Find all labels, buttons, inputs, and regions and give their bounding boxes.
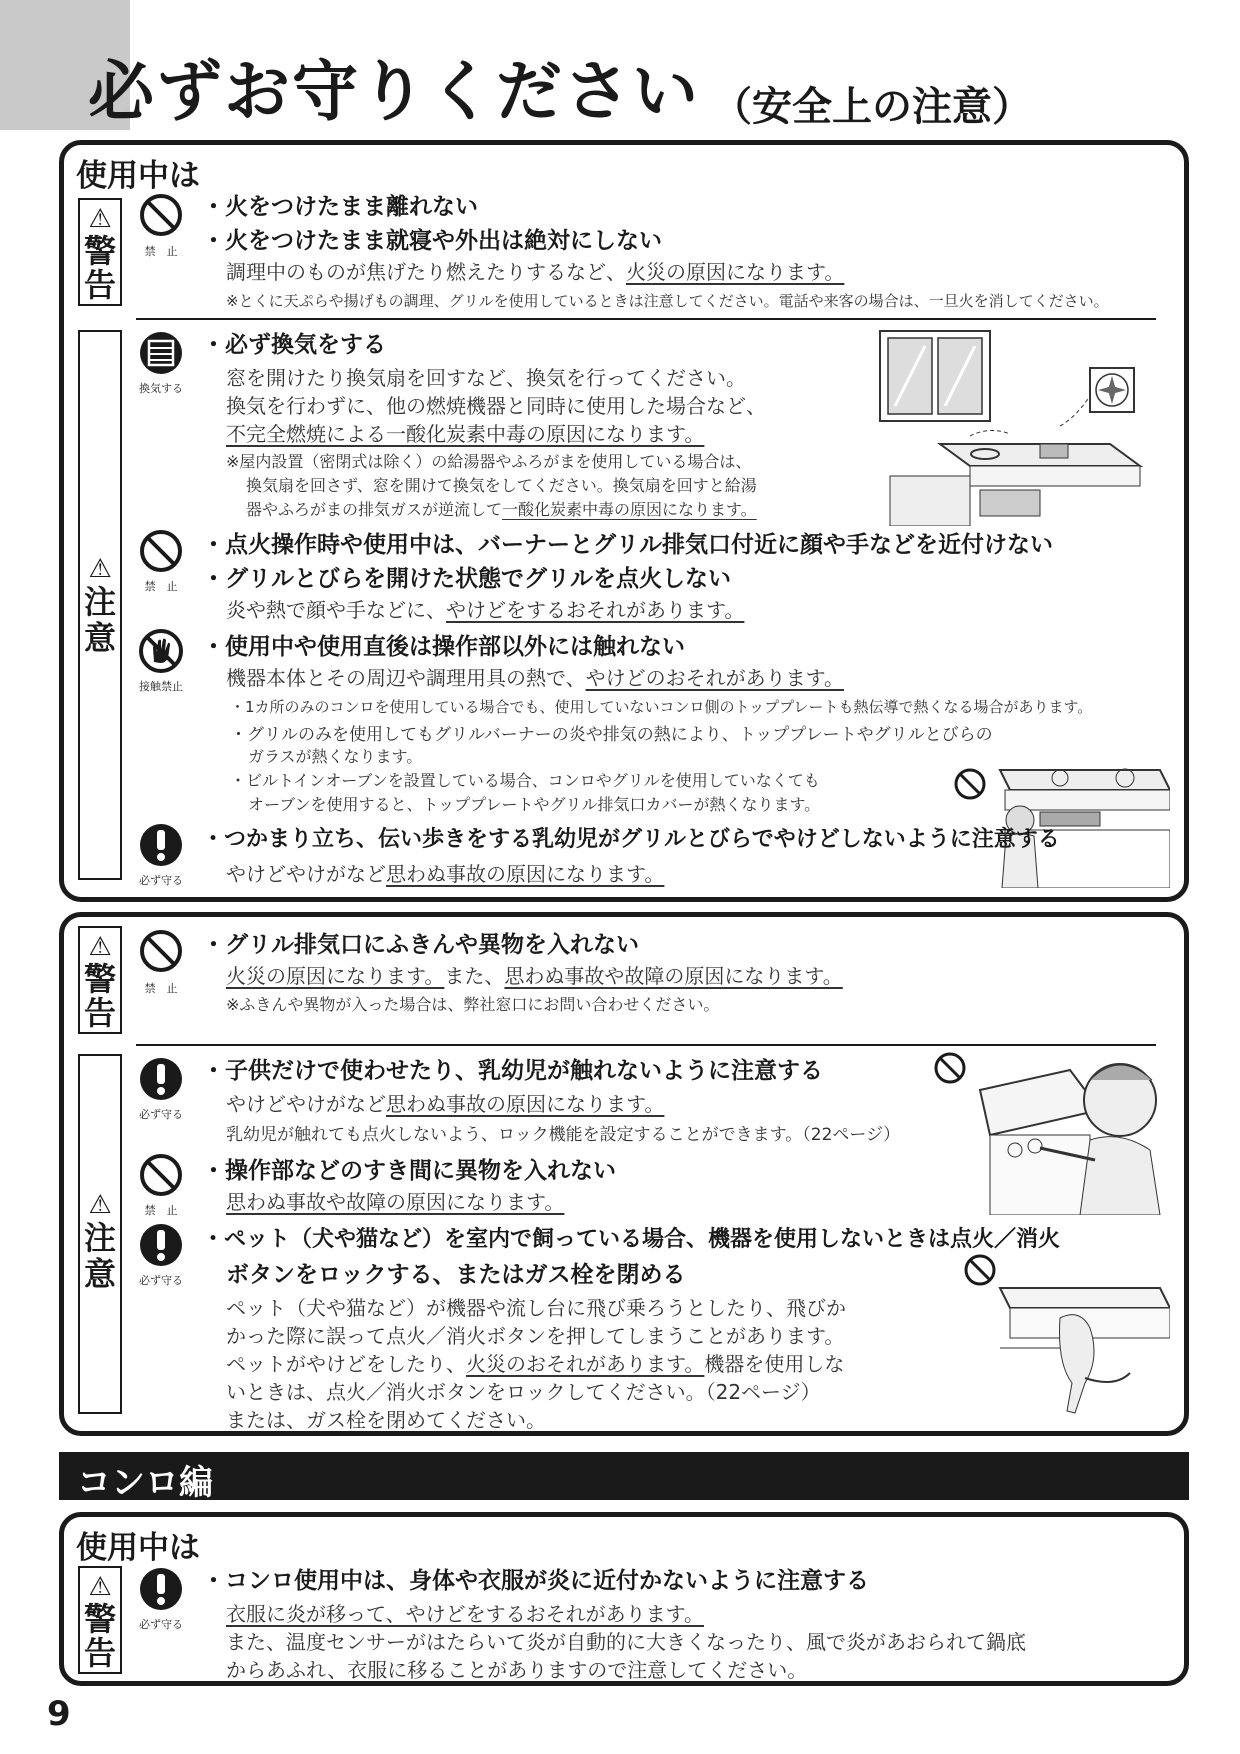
prohibit-caption: 禁 止 bbox=[144, 580, 178, 593]
caution-note: 乳幼児が触れても点火しないよう、ロック機能を設定することができます。（22ページ） bbox=[226, 1125, 901, 1145]
warning-label bbox=[78, 198, 122, 306]
warning-triangle-icon: ⚠ bbox=[88, 204, 112, 234]
caution-label bbox=[78, 330, 122, 880]
prohibit-icon bbox=[138, 192, 184, 238]
caution-text: 思わぬ事故や故障の原因になります。 bbox=[226, 1190, 565, 1214]
prohibit-icon bbox=[138, 1152, 184, 1198]
box-header: 使用中は bbox=[76, 158, 200, 194]
caution-label-text: 注意 bbox=[83, 583, 116, 657]
warning-item: ・火をつけたまま離れない bbox=[202, 194, 478, 220]
caution-note: ・グリルのみを使用してもグリルバーナーの炎や排気の熱により、トッププレートやグリルとびらの bbox=[230, 725, 993, 745]
must-caption: 必ず守る bbox=[139, 874, 183, 887]
caution-text: やけどやけがなど思わぬ事故の原因になります。 bbox=[226, 862, 665, 886]
caution-item: ・ペット（犬や猫など）を室内で飼っている場合、機器を使用しないときは点火／消火 bbox=[202, 1227, 1061, 1252]
caution-text: 機器本体とその周辺や調理用具の熱で、やけどのおそれがあります。 bbox=[226, 666, 845, 690]
prohibit-caption: 禁 止 bbox=[144, 982, 178, 995]
cat-illustration bbox=[960, 1248, 1170, 1418]
page-subtitle: （安全上の注意） bbox=[712, 84, 1032, 130]
child-control-illustration bbox=[930, 1050, 1170, 1215]
caution-text: かった際に誤って点火／消火ボタンを押してしまうことがあります。 bbox=[226, 1324, 845, 1348]
warning-label bbox=[78, 1566, 122, 1674]
caution-note: オーブンを使用すると、トッププレートやグリル排気口カバーが熱くなります。 bbox=[248, 795, 821, 814]
must-caption: 必ず守る bbox=[139, 1274, 183, 1287]
caution-text: 窓を開けたり換気扇を回すなど、換気を行ってください。 bbox=[226, 366, 746, 390]
caution-note: ※屋内設置（密閉式は除く）の給湯器やふろがまを使用している場合は、 bbox=[226, 452, 752, 471]
must-icon bbox=[138, 1056, 184, 1102]
caution-item: ・必ず換気をする bbox=[202, 332, 386, 358]
no-touch-caption: 接触禁止 bbox=[139, 680, 183, 693]
warning-triangle-icon: ⚠ bbox=[88, 1572, 112, 1602]
no-touch-icon bbox=[138, 628, 184, 674]
must-icon bbox=[138, 822, 184, 868]
page-title: 必ずお守りください bbox=[88, 53, 700, 130]
caution-text: ペットがやけどをしたり、火災のおそれがあります。機器を使用しな bbox=[226, 1352, 845, 1376]
caution-item: ボタンをロックする、またはガス栓を閉める bbox=[226, 1262, 686, 1288]
caution-text: 換気を行わずに、他の燃焼機器と同時に使用した場合など、 bbox=[226, 394, 766, 418]
box-header: 使用中は bbox=[76, 1530, 200, 1566]
caution-item: ・使用中や使用直後は操作部以外には触れない bbox=[202, 634, 685, 660]
ventilation-illustration bbox=[870, 326, 1170, 526]
warning-text: 衣服に炎が移って、やけどをするおそれがあります。 bbox=[226, 1602, 704, 1626]
warning-label-text: 警告 bbox=[83, 232, 116, 304]
divider bbox=[136, 318, 1156, 320]
caution-note: ガラスが熱くなります。 bbox=[248, 747, 423, 766]
section-banner bbox=[59, 1452, 1189, 1503]
caution-item: ・グリルとびらを開けた状態でグリルを点火しない bbox=[202, 566, 731, 592]
caution-item: ・子供だけで使わせたり、乳幼児が触れないように注意する bbox=[202, 1058, 823, 1084]
caution-text: または、ガス栓を閉めてください。 bbox=[226, 1408, 546, 1432]
warning-label-text: 警告 bbox=[83, 960, 116, 1032]
caution-label-text: 注意 bbox=[83, 1219, 116, 1293]
warning-note: ※とくに天ぷらや揚げもの調理、グリルを使用しているときは注意してください。電話や来客の場合は、一旦火を消してください。 bbox=[226, 292, 1109, 310]
caution-note: ・ビルトインオーブンを設置している場合、コンロやグリルを使用していなくても bbox=[230, 771, 820, 790]
caution-item: ・操作部などのすき間に異物を入れない bbox=[202, 1158, 616, 1184]
caution-text: いときは、点火／消火ボタンをロックしてください。（22ページ） bbox=[226, 1380, 821, 1404]
warning-triangle-icon: ⚠ bbox=[88, 932, 112, 962]
caution-text: ペット（犬や猫など）が機器や流し台に飛び乗ろうとしたり、飛びか bbox=[226, 1296, 846, 1320]
warning-item: ・コンロ使用中は、身体や衣服が炎に近付かないように注意する bbox=[202, 1568, 869, 1594]
caution-note: ・1カ所のみのコンロを使用している場合でも、使用していないコンロ側のトッププレートも熱伝導で熱くなる場合があります。 bbox=[230, 698, 1093, 716]
must-caption: 必ず守る bbox=[139, 1108, 183, 1121]
caution-text: やけどやけがなど思わぬ事故の原因になります。 bbox=[226, 1092, 665, 1116]
caution-text: 炎や熱で顔や手などに、やけどをするおそれがあります。 bbox=[226, 598, 745, 622]
ventilate-caption: 換気する bbox=[139, 382, 183, 395]
prohibit-caption: 禁 止 bbox=[144, 1204, 178, 1217]
caution-label bbox=[78, 1054, 122, 1414]
warning-text: また、温度センサーがはたらいて炎が自動的に大きくなったり、風で炎があおられて鍋底 bbox=[226, 1630, 1026, 1654]
warning-text: 調理中のものが焦げたり燃えたりするなど、火災の原因になります。 bbox=[226, 260, 845, 284]
caution-triangle-icon: ⚠ bbox=[88, 554, 112, 584]
ventilate-icon bbox=[138, 330, 184, 376]
must-icon bbox=[138, 1222, 184, 1268]
warning-item: ・グリル排気口にふきんや異物を入れない bbox=[202, 932, 639, 958]
warning-item: ・火をつけたまま就寝や外出は絶対にしない bbox=[202, 228, 662, 254]
warning-text: からあふれ、衣服に移ることがありますので注意してください。 bbox=[226, 1658, 808, 1682]
caution-note: 換気扇を回さず、窓を開けて換気をしてください。換気扇を回すと給湯 bbox=[246, 476, 757, 495]
caution-note: 器やふろがまの排気ガスが逆流して一酸化炭素中毒の原因になります。 bbox=[246, 500, 757, 519]
warning-label-text: 警告 bbox=[83, 1600, 116, 1672]
warning-label bbox=[78, 926, 122, 1034]
prohibit-caption: 禁 止 bbox=[144, 245, 178, 258]
caution-item: ・点火操作時や使用中は、バーナーとグリル排気口付近に顔や手などを近付けない bbox=[202, 532, 1053, 558]
page-number: 9 bbox=[47, 1694, 71, 1734]
warning-text: 火災の原因になります。また、思わぬ事故や故障の原因になります。 bbox=[226, 964, 843, 988]
caution-text: 不完全燃焼による一酸化炭素中毒の原因になります。 bbox=[226, 422, 705, 446]
divider bbox=[136, 1044, 1156, 1046]
warning-note: ※ふきんや異物が入った場合は、弊社窓口にお問い合わせください。 bbox=[226, 995, 720, 1014]
must-caption: 必ず守る bbox=[139, 1618, 183, 1631]
caution-item: ・つかまり立ち、伝い歩きをする乳幼児がグリルとびらでやけどしないように注意する bbox=[202, 827, 1060, 852]
prohibit-icon bbox=[138, 928, 184, 974]
section-title: コンロ編 bbox=[77, 1463, 213, 1503]
must-icon bbox=[138, 1566, 184, 1612]
caution-triangle-icon: ⚠ bbox=[88, 1190, 112, 1220]
prohibit-icon bbox=[138, 528, 184, 574]
